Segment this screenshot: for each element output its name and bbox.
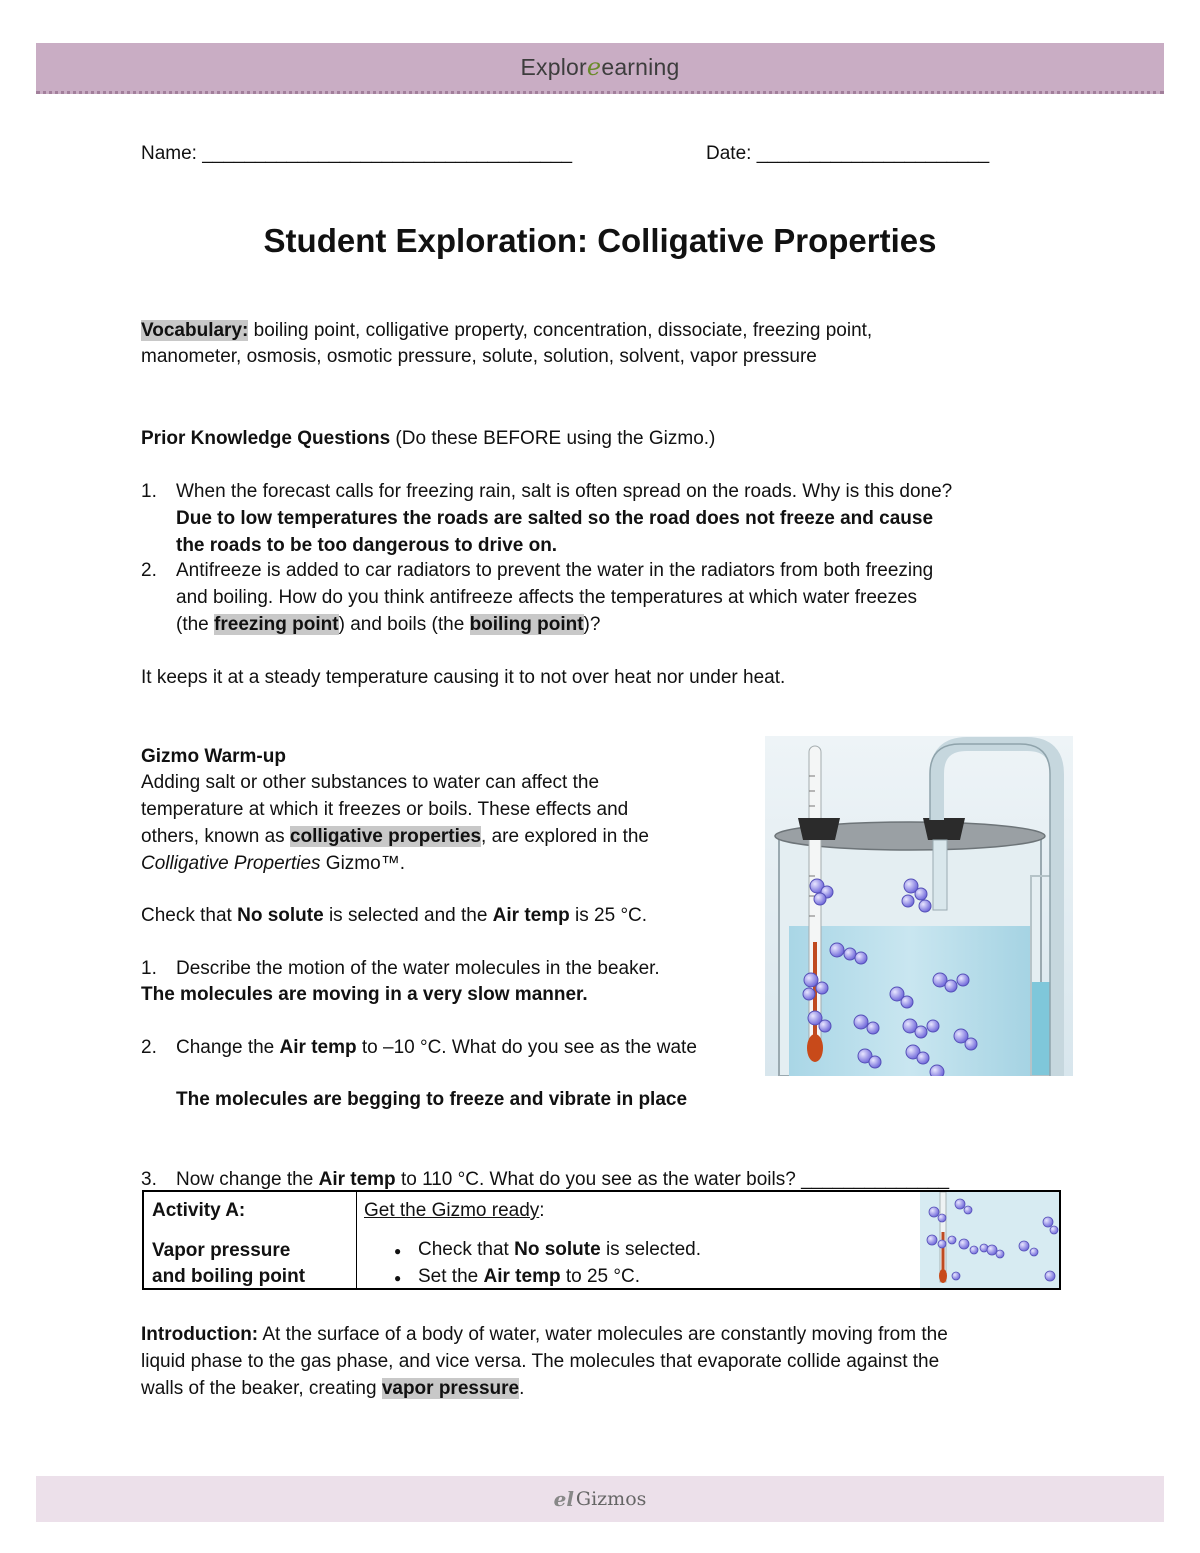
warmup-answer-1[interactable]: The molecules are moving in a very slow manner. <box>141 984 588 1005</box>
activity-name-line-2: and boiling point <box>152 1266 306 1287</box>
prior-question-2-line-1: Antifreeze is added to car radiators to prevent the water in the radiators from both freezing <box>176 560 934 581</box>
activity-label: Activity A: <box>152 1200 246 1221</box>
question-number: 2. <box>141 560 157 581</box>
el-logo-icon: el <box>553 1487 574 1511</box>
page-footer <box>36 1476 1164 1522</box>
warmup-paragraph-line-4: Colligative Properties Gizmo™. <box>141 853 405 874</box>
prior-question-2-line-2: and boiling. How do you think antifreeze affects the temperatures at which water freezes <box>176 587 918 608</box>
question-number: 2. <box>141 1037 157 1058</box>
introduction-line-2: liquid phase to the gas phase, and vice versa. The molecules that evaporate collide against the <box>141 1351 940 1372</box>
prior-answer-2[interactable]: It keeps it at a steady temperature causing it to not over heat nor under heat. <box>141 667 786 688</box>
activity-label-cell <box>144 1192 357 1288</box>
date-label: Date: <box>706 143 752 164</box>
question-number: 1. <box>141 481 157 502</box>
bullet-icon: ● <box>394 1271 402 1285</box>
explorelearning-logo: Exploreearning <box>520 53 680 81</box>
introduction-line-3: walls of the beaker, creating vapor pressure. <box>141 1378 525 1399</box>
question-number: 3. <box>141 1169 157 1190</box>
introduction-line-1: Introduction: At the surface of a body of water, water molecules are constantly moving from the <box>141 1324 948 1345</box>
question-number: 1. <box>141 958 157 979</box>
warmup-check-instruction: Check that No solute is selected and the Air temp is 25 °C. <box>141 905 648 926</box>
get-ready-heading: Get the Gizmo ready: <box>364 1200 545 1221</box>
warmup-answer-2[interactable]: The molecules are begging to freeze and vibrate in place <box>176 1089 688 1110</box>
warmup-paragraph-line-1: Adding salt or other substances to water can affect the <box>141 772 600 793</box>
term-boiling-point: boiling point <box>469 614 584 635</box>
activity-step-2: Set the Air temp to 25 °C. <box>418 1266 640 1287</box>
vocabulary-label: Vocabulary: <box>141 320 249 341</box>
beaker-illustration <box>765 736 1073 1076</box>
prior-question-2-line-3: (the freezing point) and boils (the boiling point)? <box>176 614 601 635</box>
term-freezing-point: freezing point <box>214 614 339 635</box>
warmup-paragraph-line-3: others, known as colligative properties, are explored in the <box>141 826 649 847</box>
activity-thumbnail <box>920 1192 1059 1288</box>
prior-question-1: When the forecast calls for freezing rain, salt is often spread on the roads. Why is this done? <box>176 481 953 502</box>
beaker-thumbnail-illustration <box>920 1192 1059 1288</box>
warmup-question-1: Describe the motion of the water molecules in the beaker. <box>176 958 660 979</box>
activity-step-1: Check that No solute is selected. <box>418 1239 701 1260</box>
prior-knowledge-heading: Prior Knowledge Questions (Do these BEFORE using the Gizmo.) <box>141 428 716 449</box>
term-colligative-properties: colligative properties <box>289 826 482 847</box>
term-vapor-pressure: vapor pressure <box>381 1378 520 1399</box>
prior-answer-1-line-1[interactable]: Due to low temperatures the roads are salted so the road does not freeze and cause <box>176 508 934 529</box>
warmup-question-3: Now change the Air temp to 110 °C. What do you see as the water boils? ______________ <box>176 1169 950 1190</box>
name-blank: ___________________________________ <box>202 143 573 164</box>
warmup-question-2: Change the Air temp to –10 °C. What do you see as the wate <box>176 1037 697 1058</box>
prior-answer-1-line-2[interactable]: the roads to be too dangerous to drive on. <box>176 535 558 556</box>
vocabulary-line-1: Vocabulary: boiling point, colligative property, concentration, dissociate, freezing point, <box>141 320 873 341</box>
vocabulary-line-2: manometer, osmosis, osmotic pressure, solute, solution, solvent, vapor pressure <box>141 346 817 367</box>
page-header <box>36 43 1164 94</box>
name-label: Name: <box>141 143 197 164</box>
date-blank: ______________________ <box>756 143 990 164</box>
activity-instructions-cell <box>356 1192 921 1288</box>
introduction-label: Introduction: <box>141 1324 259 1345</box>
name-field[interactable] <box>141 143 572 165</box>
activity-name-line-1: Vapor pressure <box>152 1240 291 1261</box>
page-title: Student Exploration: Colligative Properties <box>263 222 937 259</box>
bullet-icon: ● <box>394 1244 402 1258</box>
activity-a-table <box>142 1190 1061 1290</box>
warmup-heading: Gizmo Warm-up <box>141 746 286 767</box>
warmup-paragraph-line-2: temperature at which it freezes or boils. These effects and <box>141 799 629 820</box>
date-field[interactable] <box>706 143 989 165</box>
gizmos-logo: el Gizmos <box>553 1487 647 1511</box>
